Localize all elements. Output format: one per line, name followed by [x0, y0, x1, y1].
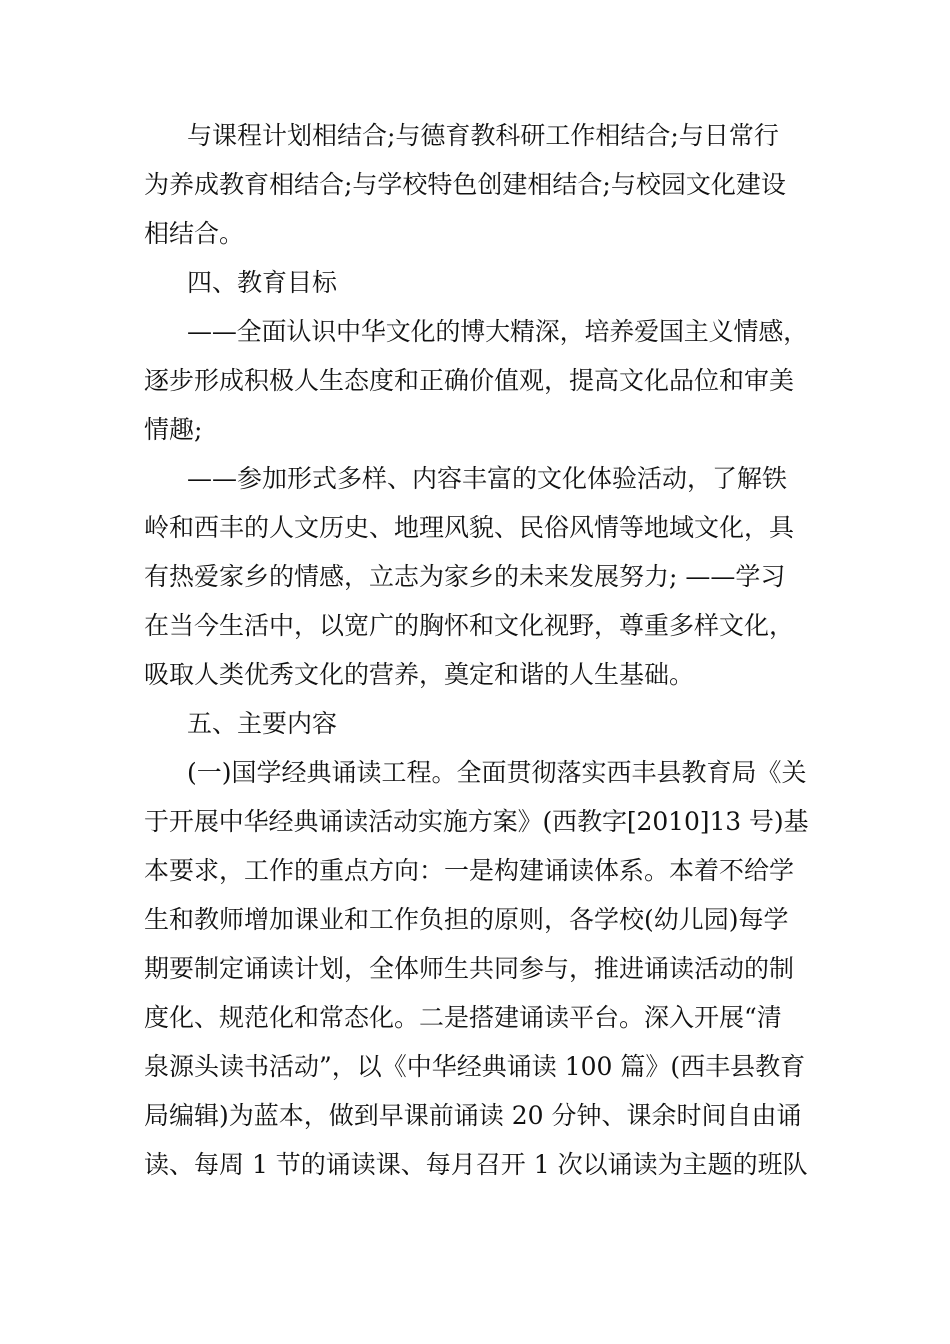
text-line: 生和教师增加课业和工作负担的原则，各学校(幼儿园)每学 — [144, 905, 789, 934]
text-line: 逐步形成积极人生态度和正确价值观，提高文化品位和审美 — [144, 366, 795, 395]
text-line: 为养成教育相结合;与学校特色创建相结合;与校园文化建设 — [144, 170, 786, 199]
text-line: 情趣; — [144, 415, 203, 444]
text-line: 在当今生活中，以宽广的胸怀和文化视野，尊重多样文化， — [144, 611, 795, 640]
text-line: ——参加形式多样、内容丰富的文化体验活动，了解铁 — [187, 464, 788, 493]
text-line: 期要制定诵读计划，全体师生共同参与，推进诵读活动的制 — [144, 954, 795, 983]
text-line: 度化、规范化和常态化。二是搭建诵读平台。深入开展“清 — [144, 1003, 782, 1032]
text-line: 岭和西丰的人文历史、地理风貌、民俗风情等地域文化，具 — [144, 513, 795, 542]
text-line: 读、每周 1 节的诵读课、每月召开 1 次以诵读为主题的班队 — [144, 1150, 808, 1179]
text-line: ——全面认识中华文化的博大精深，培养爱国主义情感， — [187, 317, 809, 346]
text-line: 吸取人类优秀文化的营养，奠定和谐的人生基础。 — [144, 660, 695, 689]
body-text — [144, 111, 808, 1189]
text-line: 有热爱家乡的情感，立志为家乡的未来发展努力; ——学习 — [144, 562, 786, 591]
section-heading: 五、主要内容 — [187, 709, 338, 738]
text-line: (一)国学经典诵读工程。全面贯彻落实西丰县教育局《关 — [187, 758, 807, 787]
text-line: 与课程计划相结合;与德育教科研工作相结合;与日常行 — [187, 121, 779, 150]
text-line: 局编辑)为蓝本，做到早课前诵读 20 分钟、课余时间自由诵 — [144, 1101, 802, 1130]
text-line: 泉源头读书活动”，以《中华经典诵读 100 篇》(西丰县教育 — [144, 1052, 806, 1081]
text-line: 本要求，工作的重点方向：一是构建诵读体系。本着不给学 — [144, 856, 795, 885]
text-line: 相结合。 — [144, 219, 245, 248]
text-line: 于开展中华经典诵读活动实施方案》(西教字[2010]13 号)基 — [144, 807, 809, 836]
section-heading: 四、教育目标 — [187, 268, 338, 297]
